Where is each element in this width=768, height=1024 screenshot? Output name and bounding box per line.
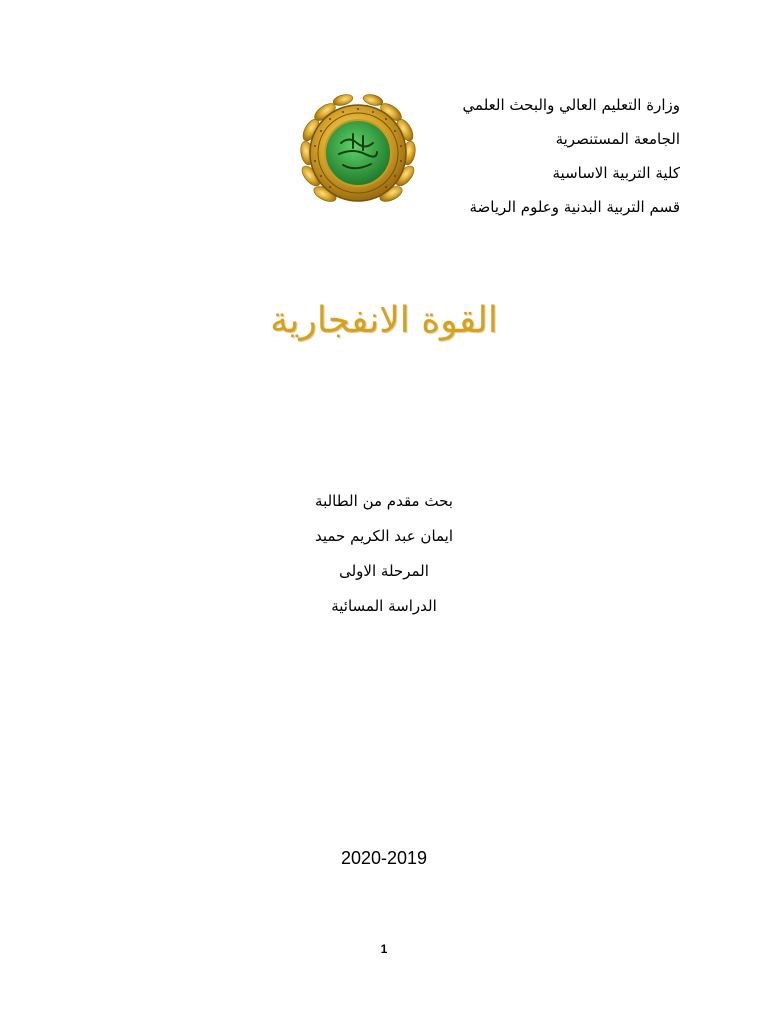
academic-year: 2020-2019 bbox=[340, 848, 428, 868]
student-name: ايمان عبد الكريم حميد bbox=[314, 527, 454, 545]
study-type: الدراسة المسائية bbox=[331, 597, 437, 615]
document-title: القوة الانفجارية bbox=[270, 300, 498, 341]
department-name: قسم التربية البدنية وعلوم الرياضة bbox=[469, 198, 680, 216]
study-stage: المرحلة الاولى bbox=[339, 562, 429, 580]
college-name: كلية التربية الاساسية bbox=[552, 164, 680, 182]
institution-header bbox=[380, 88, 680, 224]
ministry-name: وزارة التعليم العالي والبحث العلمي bbox=[462, 96, 680, 114]
university-name: الجامعة المستنصرية bbox=[555, 130, 680, 148]
submission-intro: بحث مقدم من الطالبة bbox=[315, 492, 453, 510]
student-info bbox=[0, 484, 768, 624]
page-number: 1 bbox=[380, 942, 388, 956]
